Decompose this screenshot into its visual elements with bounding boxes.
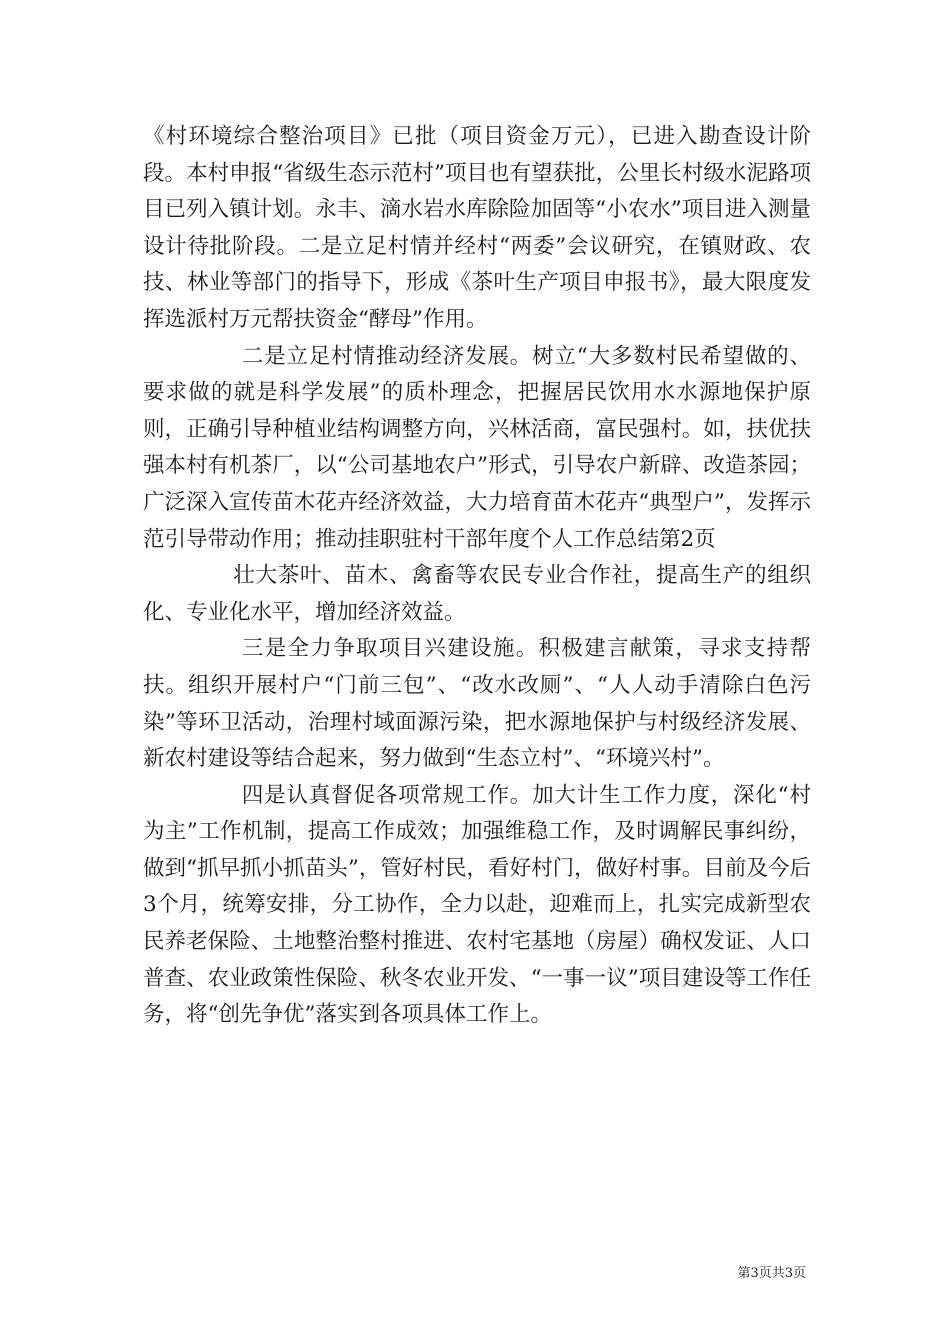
paragraph-3: 壮大茶叶、苗木、禽畜等农民专业合作社，提高生产的组织化、专业化水平，增加经济效益。: [143, 563, 811, 625]
paragraph-1: 《村环境综合整治项目》已批（项目资金万元），已进入勘查设计阶段。本村申报“省级生态示范村”项目也有望获批，公里长村级水泥路项目已列入镇计划。永丰、滴水岩水库除险加固等“小农水”项目进入测量设计待批阶段。二是立足村情并经村“两委”会议研究，在镇财政、农技、林业等部门的指导下，形成《茶叶生产项目申报书》，最大限度发挥选派村万元帮扶资金“酵母”作用。: [143, 124, 811, 332]
paragraph-2: 二是立足村情推动经济发展。树立“大多数村民希望做的、要求做的就是科学发展”的质朴理念，把握居民饮用水水源地保护原则，正确引导种植业结构调整方向，兴林活商，富民强村。如，扶优扶强本村有机茶厂，以“公司基地农户”形式，引导农户新辟、改造茶园；广泛深入宣传苗木花卉经济效益，大力培育苗木花卉“典型户”，发挥示范引导带动作用；推动挂职驻村干部年度个人工作总结第2页: [143, 343, 811, 552]
document-body: [143, 119, 811, 1034]
page-footer: 第3页共3页: [737, 1266, 806, 1281]
paragraph-4: 三是全力争取项目兴建设施。积极建言献策，寻求支持帮扶。组织开展村户“门前三包”、“改水改厕”、“人人动手清除白色污染”等环卫活动，治理村域面源污染，把水源地保护与村级经济发展、新农村建设等结合起来，努力做到“生态立村”、“环境兴村”。: [143, 636, 811, 772]
paragraph-5: 四是认真督促各项常规工作。加大计生工作力度，深化“村为主”工作机制，提高工作成效；加强维稳工作，及时调解民事纠纷，做到“抓早抓小抓苗头”，管好村民，看好村门，做好村事。目前及今后3个月，统筹安排，分工协作，全力以赴，迎难而上，扎实完成新型农民养老保险、土地整治整村推进、农村宅基地（房屋）确权发证、人口普查、农业政策性保险、秋冬农业开发、“一事一议”项目建设等工作任务，将“创先争优”落实到各项具体工作上。: [143, 782, 811, 1028]
